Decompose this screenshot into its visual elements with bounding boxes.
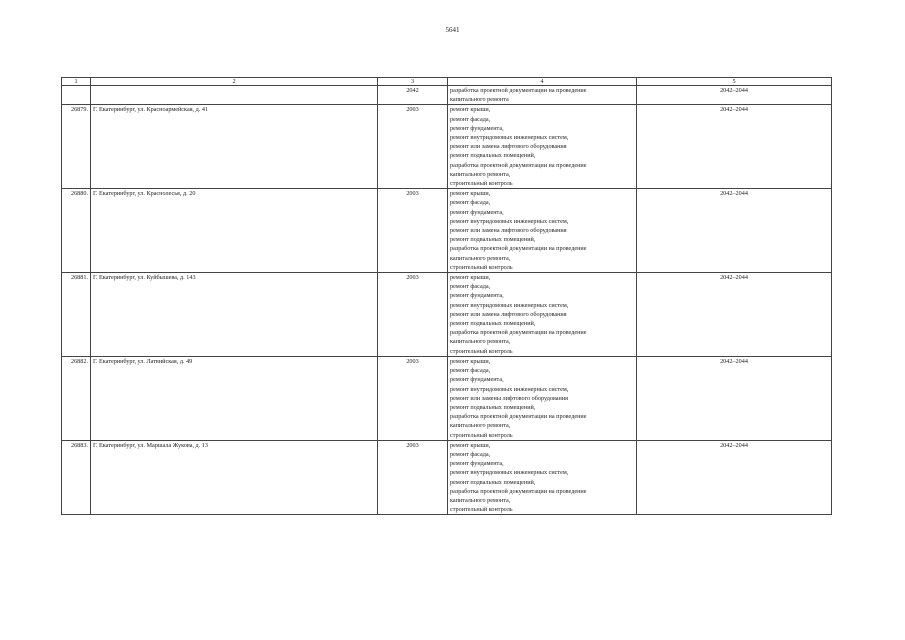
work-item: ремонт подвальных помещений, xyxy=(450,320,536,328)
column-header: 2 xyxy=(91,78,378,86)
work-item: капитального ремонта xyxy=(450,96,509,104)
work-item: разработка проектной документации на проведение xyxy=(450,245,587,253)
work-item: ремонт фундамента, xyxy=(450,460,504,468)
year-cell: 2003 xyxy=(378,356,448,440)
page-number: 5641 xyxy=(445,26,460,34)
table-row xyxy=(62,105,832,189)
work-item: ремонт или замены лифтового оборудования xyxy=(450,394,569,402)
works-cell xyxy=(448,273,637,357)
work-item: разработка проектной документации на проведение xyxy=(450,161,587,169)
work-item: ремонт подвальных помещений, xyxy=(450,403,536,411)
address-cell xyxy=(91,86,378,105)
period-cell: 2042–2044 xyxy=(637,105,832,189)
row-number: 26881. xyxy=(62,273,91,357)
row-number: 26879. xyxy=(62,105,91,189)
table-body xyxy=(62,78,832,515)
year-cell: 2003 xyxy=(378,189,448,273)
work-item: разработка проектной документации на проведение xyxy=(450,87,587,94)
work-item: строительный контроль xyxy=(450,506,513,514)
year-cell: 2003 xyxy=(378,273,448,357)
period-cell: 2042–2044 xyxy=(637,189,832,273)
work-item: капитального ремонта, xyxy=(450,338,511,346)
work-item: ремонт крыши, xyxy=(450,106,491,114)
work-item: капитального ремонта, xyxy=(450,170,511,178)
work-item: ремонт фасада, xyxy=(450,283,491,291)
year-cell: 2042 xyxy=(378,86,448,105)
repair-schedule-table xyxy=(61,77,832,515)
work-item: ремонт внутридомовых инженерных систем, xyxy=(450,385,569,393)
work-item: строительный контроль xyxy=(450,431,513,439)
work-item: ремонт фундамента, xyxy=(450,376,504,384)
work-item: ремонт фундамента, xyxy=(450,292,504,300)
table-header-row xyxy=(62,78,832,86)
work-item: капитального ремонта, xyxy=(450,422,511,430)
column-header: 4 xyxy=(448,78,637,86)
row-number: 26882. xyxy=(62,356,91,440)
work-item: ремонт фасада, xyxy=(450,367,491,375)
work-item: капитального ремонта, xyxy=(450,496,511,504)
row-number: 26880. xyxy=(62,189,91,273)
work-item: ремонт внутридомовых инженерных систем, xyxy=(450,134,569,142)
work-item: разработка проектной документации на проведение xyxy=(450,487,587,495)
table-row xyxy=(62,86,832,105)
work-item: ремонт подвальных помещений, xyxy=(450,478,536,486)
work-item: ремонт крыши, xyxy=(450,190,491,198)
year-cell: 2003 xyxy=(378,440,448,515)
address-cell: Г. Екатеринбург, ул. Красноармейская, д. 41 xyxy=(91,105,378,189)
work-item: ремонт фундамента, xyxy=(450,124,504,132)
work-item: ремонт фундамента, xyxy=(450,208,504,216)
works-cell xyxy=(448,86,637,105)
period-cell: 2042–2044 xyxy=(637,273,832,357)
works-cell xyxy=(448,356,637,440)
work-item: ремонт подвальных помещений, xyxy=(450,152,536,160)
table-row xyxy=(62,356,832,440)
work-item: ремонт или замена лифтового оборудования xyxy=(450,310,567,318)
address-cell: Г. Екатеринбург, ул. Краснолесья, д. 20 xyxy=(91,189,378,273)
work-item: строительный контроль xyxy=(450,347,513,355)
work-item: ремонт фасада, xyxy=(450,450,491,458)
work-item: ремонт фасада, xyxy=(450,115,491,123)
work-item: строительный контроль xyxy=(450,263,513,271)
period-cell: 2042–2044 xyxy=(637,86,832,105)
period-cell: 2042–2044 xyxy=(637,440,832,515)
work-item: ремонт внутридомовых инженерных систем, xyxy=(450,301,569,309)
table-row xyxy=(62,273,832,357)
column-header: 1 xyxy=(62,78,91,86)
column-header: 5 xyxy=(637,78,832,86)
work-item: ремонт крыши, xyxy=(450,274,491,282)
work-item: ремонт крыши, xyxy=(450,441,491,449)
table-row xyxy=(62,440,832,515)
works-cell xyxy=(448,189,637,273)
row-number: 26883. xyxy=(62,440,91,515)
address-cell: Г. Екатеринбург, ул. Куйбышева, д. 143 xyxy=(91,273,378,357)
work-item: ремонт фасада, xyxy=(450,199,491,207)
works-cell xyxy=(448,105,637,189)
work-item: ремонт подвальных помещений, xyxy=(450,236,536,244)
work-item: ремонт или замена лифтового оборудования xyxy=(450,227,567,235)
work-item: строительный контроль xyxy=(450,180,513,188)
year-cell: 2003 xyxy=(378,105,448,189)
address-cell: Г. Екатеринбург, ул. Латвийская, д. 49 xyxy=(91,356,378,440)
works-cell xyxy=(448,440,637,515)
work-item: ремонт крыши, xyxy=(450,357,491,365)
table-row xyxy=(62,189,832,273)
column-header: 3 xyxy=(378,78,448,86)
work-item: разработка проектной документации на проведение xyxy=(450,413,587,421)
work-item: ремонт или замена лифтового оборудования xyxy=(450,143,567,151)
work-item: капитального ремонта, xyxy=(450,254,511,262)
work-item: ремонт внутридомовых инженерных систем, xyxy=(450,217,569,225)
row-number xyxy=(62,86,91,105)
period-cell: 2042–2044 xyxy=(637,356,832,440)
work-item: разработка проектной документации на проведение xyxy=(450,329,587,337)
address-cell: Г. Екатеринбург, ул. Маршала Жукова, д. 13 xyxy=(91,440,378,515)
work-item: ремонт внутридомовых инженерных систем, xyxy=(450,469,569,477)
